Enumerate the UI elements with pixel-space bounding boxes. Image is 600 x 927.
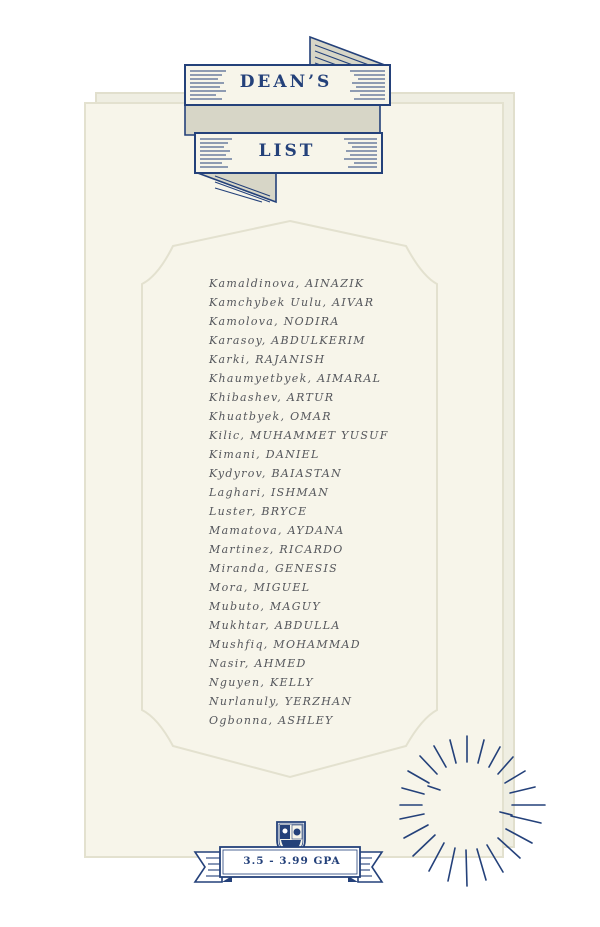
list-item: Kamaldinova, AINAZIK [209,277,365,290]
list-item: Mubuto, MAGUY [209,600,321,613]
list-item: Martinez, RICARDO [209,543,344,556]
list-item: Miranda, GENESIS [209,562,338,575]
list-item: Mukhtar, ABDULLA [209,619,341,632]
list-item: Luster, BRYCE [209,505,308,518]
list-item: Kamchybek Uulu, AIVAR [209,296,375,309]
list-item: Mushfiq, MOHAMMAD [209,638,361,651]
list-item: Karasoy, ABDULKERIM [209,334,366,347]
honoree-list [209,274,419,730]
list-item: Khuatbyek, OMAR [209,410,332,423]
list-item: Nasir, AHMED [209,657,307,670]
sunburst-icon [400,736,545,886]
list-item: Ogbonna, ASHLEY [209,714,334,727]
list-item: Kydyrov, BAIASTAN [209,467,343,480]
list-item: Kimani, DANIEL [209,448,320,461]
title-line-list: LIST [258,141,316,161]
list-item: Mora, MIGUEL [209,581,311,594]
list-item: Nurlanuly, YERZHAN [209,695,353,708]
gpa-range-label: 3.5 - 3.99 GPA [243,855,341,867]
list-item: Khaumyetbyek, AIMARAL [209,372,382,385]
list-item: Kilic, MUHAMMET YUSUF [209,429,389,442]
list-item: Nguyen, KELLY [209,676,314,689]
list-item: Kamolova, NODIRA [209,315,340,328]
list-item: Laghari, ISHMAN [209,486,330,499]
title-line-deans: DEAN’S [239,72,333,92]
list-item: Khibashev, ARTUR [209,391,335,404]
list-item: Karki, RAJANISH [209,353,326,366]
list-item: Mamatova, AYDANA [209,524,345,537]
